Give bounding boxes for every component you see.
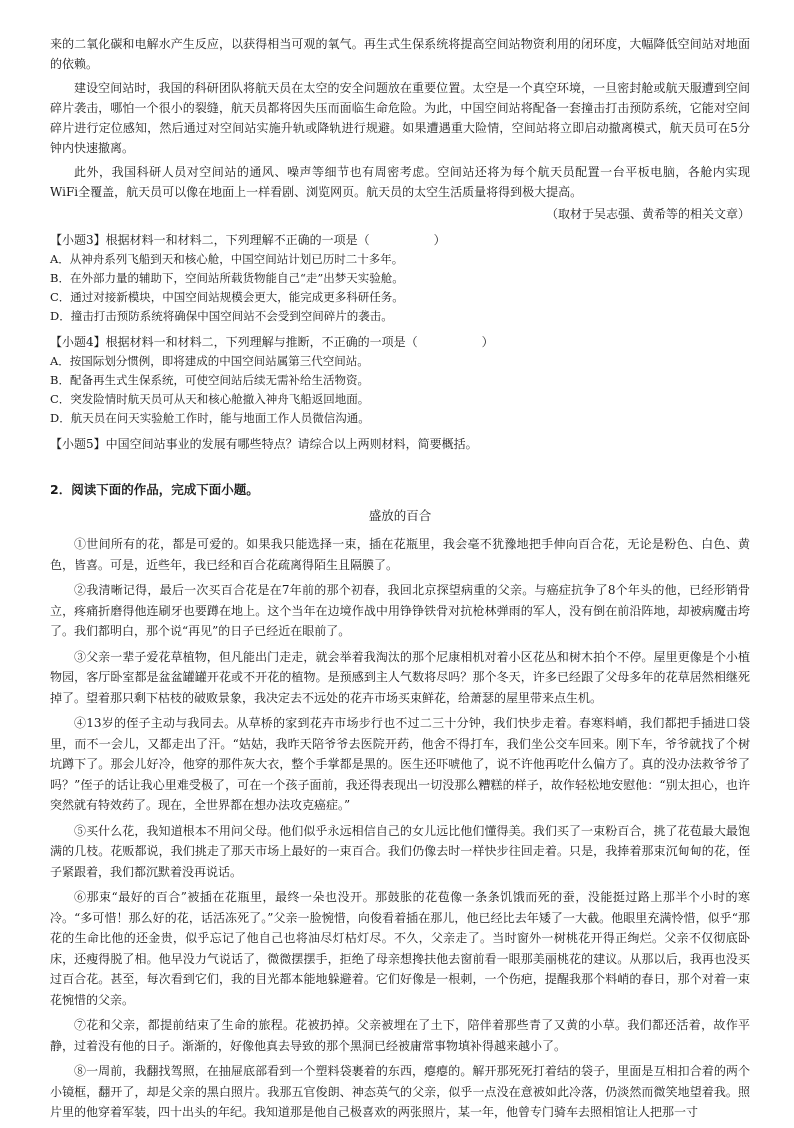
document-page [50,34,750,1128]
material-paragraph: 建设空间站时，我国的科研团队将航天员在太空的安全问题放在重要位置。太空是一个真空环境，一旦密封舱或航天服遭到空间碎片袭击，哪怕一个很小的裂缝，航天员都将因失压而面临生命危险。为此，中国空间站将配备一套撞击打击预防系统，它能对空间碎片进行定位感知，然后通过对空间站实施升轨或降轨进行规避。如果遭遇重大险情，空间站将立即启动撤离模式，航天员可在5分钟内快速撤离。 [50,81,750,155]
material-paragraph: 此外，我国科研人员对空间站的通风、噪声等细节也有周密考虑。空间站还将为每个航天员配置一台平板电脑，各舱内实现WiFi全覆盖，航天员可以像在地面上一样看剧、浏览网页。航天员的太空生活质量将得到极大提高。 [50,165,750,199]
question-3-option-d: D．撞击打击预防系统将确保中国空间站不会受到空间碎片的袭击。 [50,309,393,323]
question-3-stem: 【小题3】根据材料一和材料二，下列理解不正确的一项是（ ） [50,233,446,247]
question-5-stem: 【小题5】中国空间站事业的发展有哪些特点？请综合以上两则材料，简要概括。 [50,437,478,451]
article-paragraph-8: ⑧一周前，我翻找驾照，在抽屉底部看到一个塑料袋裹着的东西，瘪瘪的。解开那死死打着结的袋子，里面是互相扣合着的两个小镜框，翻开了，却是父亲的黑白照片。我那五官俊朗、神态英气的父亲，似乎一点没在意被如此冷落，仍淡然而微笑地望着我。照片里的他穿着军装，四十出头的年纪。我知道那是他自己极喜欢的两张照片，某一年，他曾专门骑车去照相馆让人把那一寸 [50,1064,750,1119]
article-paragraph-1: ①世间所有的花，都是可爱的。如果我只能选择一束，插在花瓶里，我会毫不犹豫地把手伸向百合花，无论是粉色、白色、黄色，皆喜。可是，近些年，我已经和百合花疏离得陌生且隔膜了。 [50,537,750,572]
section-2-heading: 2．阅读下面的作品，完成下面小题。 [50,482,259,497]
article-paragraph-5: ⑤买什么花，我知道根本不用问父母。他们似乎永远相信自己的女儿远比他们懂得美。我们买了一束粉百合，挑了花苞最大最饱满的几枝。花贩都说，我们挑走了那天市场上最好的一束百合。我们仍像去时一样快步往回走着。只是，我捧着那束沉甸甸的花，侄子紧跟着，我们都沉默着没再说话。 [50,823,750,879]
question-4-option-c: C．突发险情时航天员可从天和核心舱撤入神舟飞船返回地面。 [50,392,370,406]
question-3-option-c: C．通过对接新模块，中国空间站规模会更大，能完成更多科研任务。 [50,290,404,304]
article-paragraph-7: ⑦花和父亲，都提前结束了生命的旅程。花被扔掉。父亲被埋在了土下，陪伴着那些青了又黄的小草。我们都还活着，故作平静，过着没有他的日子。渐渐的，好像他真去导致的那个黑洞已经被庸常事物填补得越来越小了。 [50,1018,750,1053]
material-paragraph: 来的二氧化碳和电解水产生反应，以获得相当可观的氧气。再生式生保系统将提高空间站物资利用的闭环度，大幅降低空间站对地面的依赖。 [50,37,750,71]
article-paragraph-6: ⑥那束“最好的百合”被插在花瓶里，最终一朵也没开。那鼓胀的花苞像一条条饥饿而死的蚕，没能挺过路上那半个小时的寒冷。“多可惜！那么好的花，话活冻死了。”父亲一脸惋惜，向俊看着插在那儿，他已经比去年矮了一大截。他眼里充满怜惜，似乎“那花的生命比他的还金贵，似乎忘记了他自己也将油尽灯枯灯尽。不久，父亲走了。当时窗外一树桃花开得正绚烂。父亲不仅彻底卧床，还瘦得脱了相。他早没力气说话了，微微摆摆手，拒绝了母亲想搀扶他去窗前看一眼那美丽桃花的建议。从那以后，我再也没买过百合花。甚至，每次看到它们，我的目光都本能地躲避着。它们好像是一根刺，一个伤疤，提醒我那个料峭的春日，那个对着一束花惋惜的父亲。 [50,890,750,1007]
question-4-stem: 【小题4】根据材料一和材料二，下列理解与推断，不正确的一项是（ ） [50,335,494,349]
article-title: 盛放的百合 [368,508,432,523]
question-3-option-b: B．在外部力量的辅助下，空间站所载货物能自己“走”出梦天实验舱。 [50,271,404,285]
question-4-option-a: A．按国际划分惯例，即将建成的中国空间站属第三代空间站。 [50,354,369,368]
question-3-option-a: A．从神舟系列飞船到天和核心舱，中国空间站计划已历时二十多年。 [50,252,404,266]
question-4-option-d: D．航天员在问天实验舱工作时，能与地面工作人员微信沟通。 [50,411,370,425]
article-paragraph-2: ②我清晰记得，最后一次买百合花是在7年前的那个初春，我回北京探望病重的父亲。与癌症抗争了8个年头的他，已经形销骨立，疼痛折磨得他连刷牙也要蹲在地上。这个当年在边境作战中用铮铮铁骨对抗枪林弹雨的军人，没有倒在前沿阵地，却被病魔击垮了。我们都明白，那个说“再见”的日子已经近在眼前了。 [50,583,750,638]
article-paragraph-3: ③父亲一辈子爱花草植物，但凡能出门走走，就会举着我淘汰的那个尼康相机对着小区花丛和树木拍个不停。屋里更像是个小植物园，客厅卧室都是盆盆罐罐开花或不开花的植物。是预感到主人气数将尽吗？那个冬天，许多已经跟了父母多年的花草居然相继死掉了。望着那只剩下枯枝的破败景象，我决定去不远处的花卉市场买束鲜花，给萧瑟的屋里带来点生机。 [50,649,750,705]
question-4-option-b: B．配备再生式生保系统，可使空间站后续无需补给生活物资。 [50,373,369,387]
article-paragraph-4: ④13岁的侄子主动与我同去。从草桥的家到花卉市场步行也不过二三十分钟，我们快步走着。春寒料峭，我们都把手插进口袋里，而不一会儿，又都走出了汗。“姑姑，我昨天陪爷爷去医院开药，他舍不得打车，我们坐公交车回来。刚下车，爷爷就找了个树坑蹲下了。那会儿好冷，他穿的那件灰大衣，整个手掌都是黑的。医生还吓唬他了，说不许他再吃什么偏方了。真的没办法救爷爷了吗？”侄子的话让我心里难受极了，可在一个孩子面前，我还得表现出一切没那么糟糕的样子，故作轻松地安慰他：“别太担心，也许突然就有特效药了。现在，全世界都在想办法攻克癌症。” [50,716,750,812]
material-source: （取材于吴志强、黄希等的相关文章） [545,207,750,221]
